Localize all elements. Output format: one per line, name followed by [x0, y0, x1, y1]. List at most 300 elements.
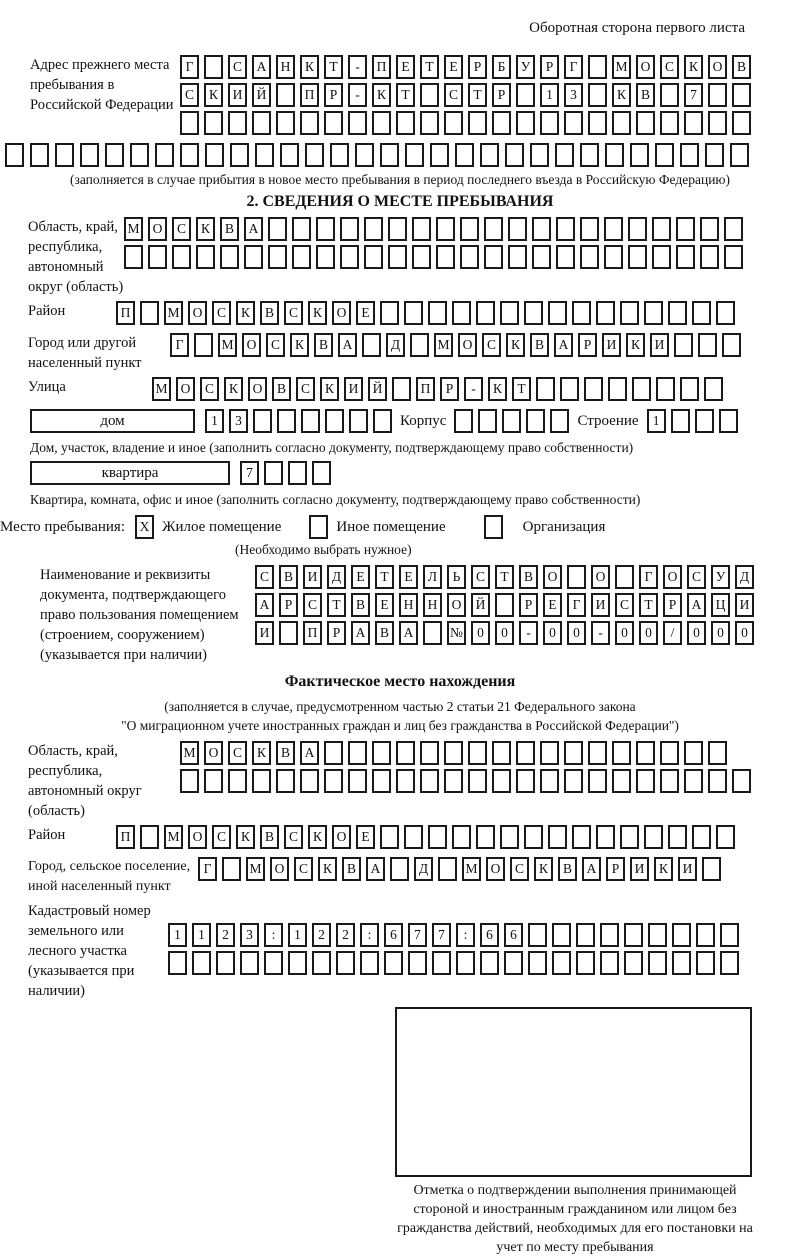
char-cell[interactable]: К: [372, 83, 391, 107]
char-cell[interactable]: [292, 217, 311, 241]
char-cell[interactable]: [696, 923, 715, 947]
char-cell[interactable]: [492, 769, 511, 793]
char-cell[interactable]: 7: [408, 923, 427, 947]
char-cell[interactable]: [495, 593, 514, 617]
char-cell[interactable]: К: [252, 741, 271, 765]
char-cell[interactable]: И: [650, 333, 669, 357]
char-cell[interactable]: Е: [444, 55, 463, 79]
char-cell[interactable]: [301, 409, 320, 433]
char-cell[interactable]: И: [735, 593, 754, 617]
char-cell[interactable]: [500, 825, 519, 849]
char-cell[interactable]: [288, 461, 307, 485]
char-cell[interactable]: 1: [168, 923, 187, 947]
char-cell[interactable]: Г: [180, 55, 199, 79]
char-cell[interactable]: [648, 923, 667, 947]
char-cell[interactable]: [528, 951, 547, 975]
char-cell[interactable]: [480, 951, 499, 975]
char-cell[interactable]: А: [244, 217, 263, 241]
char-cell[interactable]: [660, 83, 679, 107]
char-cell[interactable]: [396, 741, 415, 765]
char-cell[interactable]: И: [602, 333, 621, 357]
char-cell[interactable]: [548, 301, 567, 325]
char-cell[interactable]: [508, 245, 527, 269]
char-cell[interactable]: [292, 245, 311, 269]
char-cell[interactable]: Г: [567, 593, 586, 617]
char-cell[interactable]: А: [366, 857, 385, 881]
char-cell[interactable]: К: [626, 333, 645, 357]
char-cell[interactable]: [612, 741, 631, 765]
char-cell[interactable]: К: [320, 377, 339, 401]
char-cell[interactable]: [372, 111, 391, 135]
char-cell[interactable]: 2: [336, 923, 355, 947]
char-cell[interactable]: [526, 409, 545, 433]
char-cell[interactable]: С: [266, 333, 285, 357]
char-cell[interactable]: [484, 245, 503, 269]
char-cell[interactable]: №: [447, 621, 466, 645]
char-cell[interactable]: [436, 245, 455, 269]
char-cell[interactable]: 2: [216, 923, 235, 947]
char-cell[interactable]: [196, 245, 215, 269]
char-cell[interactable]: [720, 951, 739, 975]
checkbox-residential[interactable]: X: [135, 515, 154, 539]
char-cell[interactable]: [588, 769, 607, 793]
char-cell[interactable]: С: [471, 565, 490, 589]
char-cell[interactable]: Т: [468, 83, 487, 107]
char-cell[interactable]: [436, 217, 455, 241]
char-cell[interactable]: В: [279, 565, 298, 589]
char-cell[interactable]: [420, 83, 439, 107]
char-cell[interactable]: [536, 377, 555, 401]
char-cell[interactable]: [405, 143, 424, 167]
char-cell[interactable]: [444, 111, 463, 135]
char-cell[interactable]: [724, 217, 743, 241]
char-cell[interactable]: О: [242, 333, 261, 357]
char-cell[interactable]: [192, 951, 211, 975]
char-cell[interactable]: [396, 769, 415, 793]
char-cell[interactable]: [700, 245, 719, 269]
char-cell[interactable]: 0: [567, 621, 586, 645]
char-cell[interactable]: В: [530, 333, 549, 357]
char-cell[interactable]: Р: [540, 55, 559, 79]
char-cell[interactable]: [696, 951, 715, 975]
char-cell[interactable]: К: [308, 301, 327, 325]
char-cell[interactable]: С: [255, 565, 274, 589]
char-cell[interactable]: М: [152, 377, 171, 401]
checkbox-other-premises[interactable]: [309, 515, 328, 539]
char-cell[interactable]: [324, 741, 343, 765]
char-cell[interactable]: [380, 301, 399, 325]
char-cell[interactable]: [588, 83, 607, 107]
char-cell[interactable]: [325, 409, 344, 433]
char-cell[interactable]: [276, 111, 295, 135]
char-cell[interactable]: 1: [647, 409, 666, 433]
char-cell[interactable]: Е: [356, 301, 375, 325]
char-cell[interactable]: М: [124, 217, 143, 241]
char-cell[interactable]: Т: [420, 55, 439, 79]
char-cell[interactable]: К: [204, 83, 223, 107]
char-cell[interactable]: С: [228, 55, 247, 79]
char-cell[interactable]: С: [200, 377, 219, 401]
char-cell[interactable]: [264, 461, 283, 485]
char-cell[interactable]: [560, 377, 579, 401]
char-cell[interactable]: [420, 741, 439, 765]
char-cell[interactable]: А: [255, 593, 274, 617]
char-cell[interactable]: [608, 377, 627, 401]
char-cell[interactable]: [316, 217, 335, 241]
char-cell[interactable]: Р: [324, 83, 343, 107]
char-cell[interactable]: О: [663, 565, 682, 589]
char-cell[interactable]: [508, 217, 527, 241]
char-cell[interactable]: П: [416, 377, 435, 401]
char-cell[interactable]: К: [300, 55, 319, 79]
char-cell[interactable]: [596, 825, 615, 849]
char-cell[interactable]: О: [332, 301, 351, 325]
char-cell[interactable]: О: [447, 593, 466, 617]
char-cell[interactable]: [194, 333, 213, 357]
char-cell[interactable]: [456, 951, 475, 975]
char-cell[interactable]: -: [348, 55, 367, 79]
char-cell[interactable]: [364, 245, 383, 269]
char-cell[interactable]: [348, 769, 367, 793]
char-cell[interactable]: К: [224, 377, 243, 401]
char-cell[interactable]: А: [351, 621, 370, 645]
char-cell[interactable]: Н: [276, 55, 295, 79]
char-cell[interactable]: Й: [368, 377, 387, 401]
char-cell[interactable]: [674, 333, 693, 357]
char-cell[interactable]: Д: [735, 565, 754, 589]
char-cell[interactable]: С: [296, 377, 315, 401]
char-cell[interactable]: [340, 217, 359, 241]
char-cell[interactable]: [384, 951, 403, 975]
char-cell[interactable]: Г: [170, 333, 189, 357]
char-cell[interactable]: А: [687, 593, 706, 617]
char-cell[interactable]: [253, 409, 272, 433]
char-cell[interactable]: М: [612, 55, 631, 79]
char-cell[interactable]: [388, 245, 407, 269]
char-cell[interactable]: Е: [396, 55, 415, 79]
char-cell[interactable]: [380, 825, 399, 849]
char-cell[interactable]: Р: [519, 593, 538, 617]
char-cell[interactable]: [652, 245, 671, 269]
char-cell[interactable]: [268, 217, 287, 241]
char-cell[interactable]: В: [342, 857, 361, 881]
char-cell[interactable]: [719, 409, 738, 433]
char-cell[interactable]: [476, 825, 495, 849]
char-cell[interactable]: [584, 377, 603, 401]
char-cell[interactable]: К: [684, 55, 703, 79]
char-cell[interactable]: [420, 111, 439, 135]
char-cell[interactable]: О: [188, 301, 207, 325]
char-cell[interactable]: [692, 825, 711, 849]
char-cell[interactable]: М: [246, 857, 265, 881]
char-cell[interactable]: [695, 409, 714, 433]
char-cell[interactable]: М: [164, 301, 183, 325]
char-cell[interactable]: [330, 143, 349, 167]
char-cell[interactable]: Е: [543, 593, 562, 617]
char-cell[interactable]: [552, 951, 571, 975]
char-cell[interactable]: [628, 245, 647, 269]
char-cell[interactable]: :: [264, 923, 283, 947]
char-cell[interactable]: [349, 409, 368, 433]
char-cell[interactable]: [168, 951, 187, 975]
char-cell[interactable]: [364, 217, 383, 241]
char-cell[interactable]: Е: [375, 593, 394, 617]
char-cell[interactable]: [432, 951, 451, 975]
char-cell[interactable]: К: [236, 301, 255, 325]
char-cell[interactable]: [280, 143, 299, 167]
char-cell[interactable]: [702, 857, 721, 881]
char-cell[interactable]: [460, 245, 479, 269]
char-cell[interactable]: [540, 111, 559, 135]
char-cell[interactable]: [288, 951, 307, 975]
char-cell[interactable]: -: [348, 83, 367, 107]
char-cell[interactable]: [564, 741, 583, 765]
char-cell[interactable]: Р: [663, 593, 682, 617]
char-cell[interactable]: [588, 741, 607, 765]
char-cell[interactable]: [620, 825, 639, 849]
char-cell[interactable]: [444, 741, 463, 765]
char-cell[interactable]: Р: [468, 55, 487, 79]
char-cell[interactable]: А: [582, 857, 601, 881]
char-cell[interactable]: Д: [414, 857, 433, 881]
char-cell[interactable]: [516, 83, 535, 107]
char-cell[interactable]: Р: [606, 857, 625, 881]
char-cell[interactable]: [355, 143, 374, 167]
char-cell[interactable]: [468, 741, 487, 765]
char-cell[interactable]: [615, 565, 634, 589]
char-cell[interactable]: [204, 769, 223, 793]
char-cell[interactable]: С: [482, 333, 501, 357]
char-cell[interactable]: И: [678, 857, 697, 881]
char-cell[interactable]: С: [284, 301, 303, 325]
char-cell[interactable]: [500, 301, 519, 325]
char-cell[interactable]: [492, 111, 511, 135]
char-cell[interactable]: [216, 951, 235, 975]
char-cell[interactable]: [572, 301, 591, 325]
char-cell[interactable]: [460, 217, 479, 241]
char-cell[interactable]: К: [318, 857, 337, 881]
char-cell[interactable]: [671, 409, 690, 433]
char-cell[interactable]: [524, 825, 543, 849]
char-cell[interactable]: [550, 409, 569, 433]
char-cell[interactable]: [130, 143, 149, 167]
char-cell[interactable]: А: [252, 55, 271, 79]
char-cell[interactable]: [580, 217, 599, 241]
char-cell[interactable]: [252, 769, 271, 793]
char-cell[interactable]: [410, 333, 429, 357]
char-cell[interactable]: О: [543, 565, 562, 589]
char-cell[interactable]: О: [486, 857, 505, 881]
char-cell[interactable]: [624, 923, 643, 947]
char-cell[interactable]: [324, 769, 343, 793]
char-cell[interactable]: [423, 621, 442, 645]
char-cell[interactable]: [478, 409, 497, 433]
char-cell[interactable]: [204, 55, 223, 79]
char-cell[interactable]: Т: [324, 55, 343, 79]
char-cell[interactable]: [277, 409, 296, 433]
char-cell[interactable]: В: [519, 565, 538, 589]
char-cell[interactable]: 3: [229, 409, 248, 433]
char-cell[interactable]: [305, 143, 324, 167]
char-cell[interactable]: [644, 301, 663, 325]
char-cell[interactable]: [484, 217, 503, 241]
char-cell[interactable]: [600, 951, 619, 975]
char-cell[interactable]: П: [303, 621, 322, 645]
char-cell[interactable]: [504, 951, 523, 975]
char-cell[interactable]: С: [660, 55, 679, 79]
char-cell[interactable]: В: [260, 825, 279, 849]
char-cell[interactable]: [555, 143, 574, 167]
char-cell[interactable]: [480, 143, 499, 167]
char-cell[interactable]: [324, 111, 343, 135]
char-cell[interactable]: [264, 951, 283, 975]
char-cell[interactable]: [636, 111, 655, 135]
char-cell[interactable]: В: [558, 857, 577, 881]
char-cell[interactable]: [492, 741, 511, 765]
char-cell[interactable]: П: [300, 83, 319, 107]
char-cell[interactable]: [564, 769, 583, 793]
char-cell[interactable]: [228, 111, 247, 135]
char-cell[interactable]: [632, 377, 651, 401]
char-cell[interactable]: [396, 111, 415, 135]
char-cell[interactable]: [30, 143, 49, 167]
char-cell[interactable]: А: [300, 741, 319, 765]
char-cell[interactable]: [708, 741, 727, 765]
char-cell[interactable]: О: [188, 825, 207, 849]
char-cell[interactable]: О: [636, 55, 655, 79]
char-cell[interactable]: И: [591, 593, 610, 617]
char-cell[interactable]: [724, 245, 743, 269]
char-cell[interactable]: -: [591, 621, 610, 645]
char-cell[interactable]: [155, 143, 174, 167]
char-cell[interactable]: [644, 825, 663, 849]
char-cell[interactable]: У: [711, 565, 730, 589]
char-cell[interactable]: [124, 245, 143, 269]
char-cell[interactable]: [468, 111, 487, 135]
char-cell[interactable]: С: [172, 217, 191, 241]
char-cell[interactable]: О: [708, 55, 727, 79]
char-cell[interactable]: [388, 217, 407, 241]
char-cell[interactable]: Н: [399, 593, 418, 617]
char-cell[interactable]: К: [654, 857, 673, 881]
char-cell[interactable]: [720, 923, 739, 947]
char-cell[interactable]: [705, 143, 724, 167]
char-cell[interactable]: [532, 217, 551, 241]
char-cell[interactable]: 0: [639, 621, 658, 645]
char-cell[interactable]: В: [276, 741, 295, 765]
char-cell[interactable]: 0: [543, 621, 562, 645]
char-cell[interactable]: [656, 377, 675, 401]
char-cell[interactable]: [148, 245, 167, 269]
char-cell[interactable]: -: [519, 621, 538, 645]
char-cell[interactable]: Б: [492, 55, 511, 79]
char-cell[interactable]: [572, 825, 591, 849]
char-cell[interactable]: 7: [684, 83, 703, 107]
char-cell[interactable]: И: [255, 621, 274, 645]
char-cell[interactable]: О: [270, 857, 289, 881]
char-cell[interactable]: Г: [564, 55, 583, 79]
char-cell[interactable]: :: [360, 923, 379, 947]
char-cell[interactable]: [540, 741, 559, 765]
char-cell[interactable]: 6: [504, 923, 523, 947]
char-cell[interactable]: 1: [540, 83, 559, 107]
char-cell[interactable]: 0: [711, 621, 730, 645]
char-cell[interactable]: Л: [423, 565, 442, 589]
char-cell[interactable]: М: [180, 741, 199, 765]
char-cell[interactable]: Е: [399, 565, 418, 589]
char-cell[interactable]: [648, 951, 667, 975]
char-cell[interactable]: [180, 111, 199, 135]
char-cell[interactable]: [412, 217, 431, 241]
char-cell[interactable]: М: [434, 333, 453, 357]
char-cell[interactable]: [408, 951, 427, 975]
char-cell[interactable]: [528, 923, 547, 947]
char-cell[interactable]: 0: [735, 621, 754, 645]
char-cell[interactable]: М: [218, 333, 237, 357]
char-cell[interactable]: Ь: [447, 565, 466, 589]
char-cell[interactable]: [140, 825, 159, 849]
char-cell[interactable]: С: [510, 857, 529, 881]
char-cell[interactable]: В: [272, 377, 291, 401]
char-cell[interactable]: [180, 143, 199, 167]
char-cell[interactable]: [628, 217, 647, 241]
char-cell[interactable]: [312, 461, 331, 485]
char-cell[interactable]: [430, 143, 449, 167]
checkbox-organization[interactable]: [484, 515, 503, 539]
char-cell[interactable]: [612, 769, 631, 793]
char-cell[interactable]: П: [116, 301, 135, 325]
char-cell[interactable]: 1: [205, 409, 224, 433]
char-cell[interactable]: [732, 83, 751, 107]
char-cell[interactable]: М: [164, 825, 183, 849]
char-cell[interactable]: В: [636, 83, 655, 107]
char-cell[interactable]: 3: [564, 83, 583, 107]
char-cell[interactable]: [228, 769, 247, 793]
char-cell[interactable]: [708, 111, 727, 135]
char-cell[interactable]: В: [351, 593, 370, 617]
char-cell[interactable]: 7: [240, 461, 259, 485]
char-cell[interactable]: [524, 301, 543, 325]
char-cell[interactable]: [452, 301, 471, 325]
char-cell[interactable]: [580, 245, 599, 269]
char-cell[interactable]: :: [456, 923, 475, 947]
char-cell[interactable]: Р: [327, 621, 346, 645]
char-cell[interactable]: [276, 83, 295, 107]
char-cell[interactable]: [180, 769, 199, 793]
char-cell[interactable]: Р: [578, 333, 597, 357]
char-cell[interactable]: А: [554, 333, 573, 357]
char-cell[interactable]: [604, 245, 623, 269]
char-cell[interactable]: К: [290, 333, 309, 357]
char-cell[interactable]: Т: [327, 593, 346, 617]
char-cell[interactable]: 6: [384, 923, 403, 947]
char-cell[interactable]: [600, 923, 619, 947]
char-cell[interactable]: У: [516, 55, 535, 79]
char-cell[interactable]: [244, 245, 263, 269]
char-cell[interactable]: Р: [440, 377, 459, 401]
char-cell[interactable]: [532, 245, 551, 269]
char-cell[interactable]: [438, 857, 457, 881]
char-cell[interactable]: Т: [512, 377, 531, 401]
char-cell[interactable]: [516, 741, 535, 765]
char-cell[interactable]: [316, 245, 335, 269]
char-cell[interactable]: [676, 217, 695, 241]
char-cell[interactable]: И: [228, 83, 247, 107]
char-cell[interactable]: Е: [351, 565, 370, 589]
char-cell[interactable]: [380, 143, 399, 167]
char-cell[interactable]: К: [506, 333, 525, 357]
char-cell[interactable]: [502, 409, 521, 433]
